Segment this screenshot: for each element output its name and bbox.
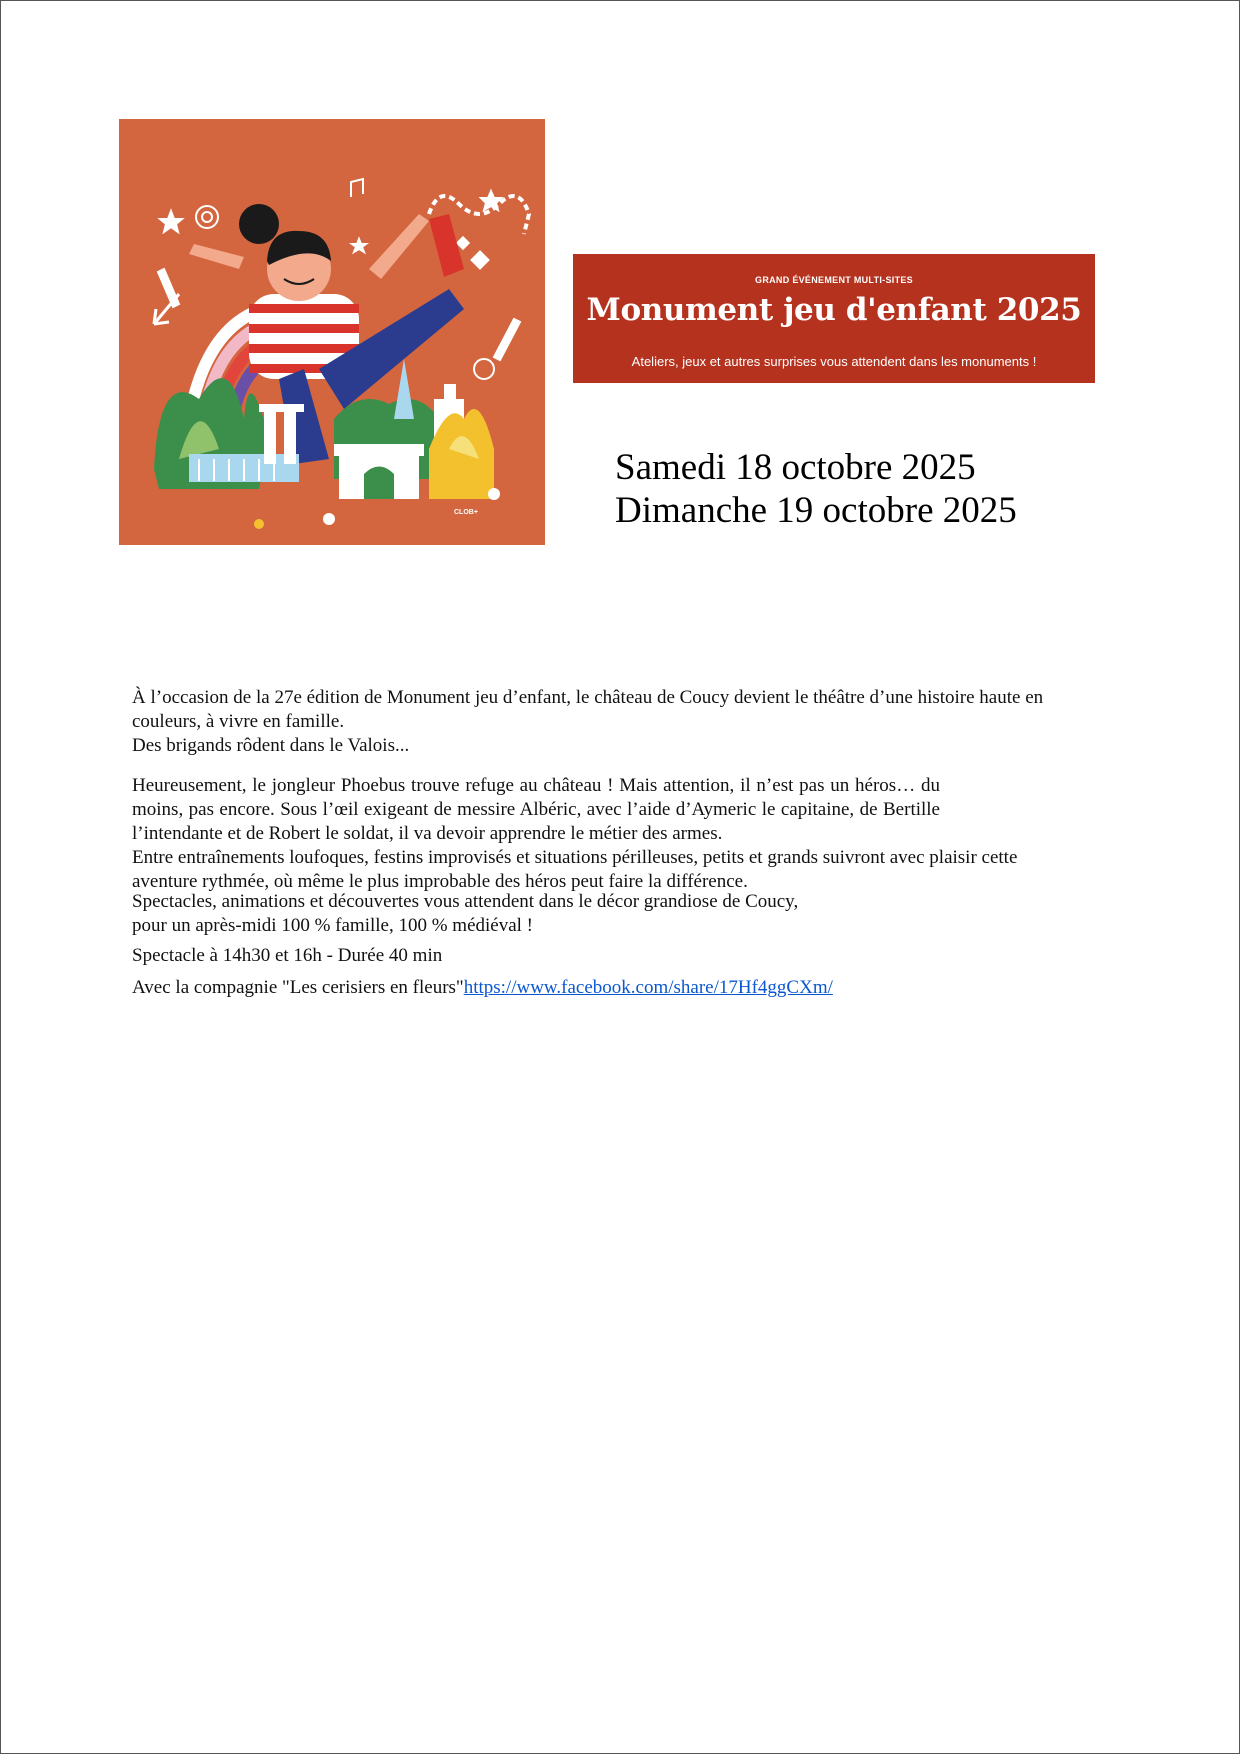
afternoon-line: pour un après-midi 100 % famille, 100 % médiéval ! <box>132 915 534 936</box>
schedule-line: Spectacle à 14h30 et 16h - Durée 40 min <box>132 945 443 966</box>
spectacles-line: Spectacles, animations et découvertes vous attendent dans le décor grandiose de Coucy, <box>132 891 799 912</box>
banner-subtitle: Ateliers, jeux et autres surprises vous attendent dans les monuments ! <box>631 354 1037 369</box>
brigands-paragraph: Des brigands rôdent dans le Valois... <box>132 735 410 756</box>
event-illustration <box>119 119 545 545</box>
event-dates <box>615 446 1017 532</box>
illustrator-signature: CLOB+ <box>454 509 478 516</box>
banner-kicker: GRAND ÉVÉNEMENT MULTI-SITES <box>755 275 913 285</box>
story-paragraph: Heureusement, le jongleur Phoebus trouve refuge au château ! Mais attention, il n’est pas un héros… du moins, pas encore. Sous l’œil exigeant de messire Albéric, avec l’aide d’Aymeric le capitaine, de Bertille l’intendante et de Robert le soldat, il va devoir apprendre le métier des armes. <box>132 775 940 844</box>
event-description <box>132 686 1072 1000</box>
date-saturday: Samedi 18 octobre 2025 <box>615 447 976 488</box>
banner-title: Monument jeu d'enfant 2025 <box>586 292 1082 328</box>
facebook-link[interactable]: https://www.facebook.com/share/17Hf4ggCXm/ <box>463 977 833 998</box>
date-sunday: Dimanche 19 octobre 2025 <box>615 490 1017 531</box>
intro-paragraph: À l’occasion de la 27e édition de Monument jeu d’enfant, le château de Coucy devient le théâtre d’une histoire haute en couleurs, à vivre en famille. <box>132 687 1044 732</box>
company-line <box>132 976 1072 1000</box>
event-banner <box>573 254 1095 383</box>
adventure-paragraph: Entre entraînements loufoques, festins improvisés et situations périlleuses, petits et grands suivront avec plaisir cette aventure rythmée, où même le plus improbable des héros peut faire la différence. <box>132 847 1018 892</box>
company-label: Avec la compagnie "Les cerisiers en fleurs" <box>132 977 464 998</box>
story-block <box>132 774 1072 890</box>
